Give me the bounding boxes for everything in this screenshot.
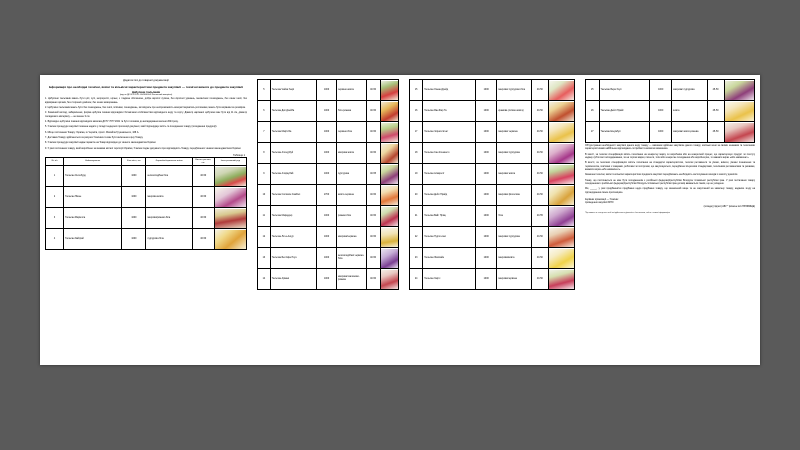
cell-name: Тюльпан Пурпл-сані [423,227,476,248]
header-qty: Кіль-кість, шт. [122,157,146,166]
column-three [404,75,580,365]
cell-index: 20 [410,185,423,206]
cell-name: Тюльпан Вайт Прінц [423,206,476,227]
cell-qty: 1000 [650,101,672,122]
cell-image [724,101,754,122]
note-paragraph-1: Обґрунтування необхідності закупівлі даного виду товару — замовник здійснює закупівлю даного товару, оскільки вони за своїми ознаками та технічними характеристиками найбільше відповідають потребам та вимогам замовника. [585,145,755,151]
tulip-photo [549,81,574,100]
cell-index: 5 [258,80,271,101]
table-row [586,122,755,143]
cell-index: 12 [258,227,271,248]
cell-index: 14 [258,269,271,290]
cell-height: 40-50 [532,164,549,185]
cell-desc: махрова жовта [336,143,366,164]
note-paragraph-4: Зазначені технічні, якісні та кількісні характеристики предмета закупівлі передбачають необхідність застосування заходів із захисту довкілля. [585,174,738,177]
tulip-table-part-2 [257,79,399,290]
table-row [410,248,575,269]
cell-height: 40-55 [532,206,549,227]
cell-image [548,122,574,143]
paragraph-1: 1. Цибулини тюльпанів мають бути цілі, сухі, непророслі, щільні, з гладкою оболонкою, добре вкритої лускою, без скритної уражень, механічних пошкоджень, без ознак гнилі, без відмирання органів, без сторонніх домішок, без ознак захворювань. [45,98,247,104]
cell-name: Тюльпан Дейлі Прайс [599,101,650,122]
cell-height: 40-50 [366,269,380,290]
column-two [252,75,404,365]
cell-qty: 1000 [122,187,146,208]
table-row [586,80,755,101]
cell-name: Тюльпан Мар'я Ба [270,122,317,143]
cell-index: 1 [46,166,64,187]
tulip-table-part-4 [585,79,755,143]
cell-index: 3 [46,208,64,229]
cell-image [380,143,398,164]
header-index: № з/п [46,157,64,166]
cell-desc: крамова (лілово-жовта) [497,101,532,122]
cell-qty: 1000 [122,208,146,229]
cell-desc: келихоподібна/ червоно-біла [336,248,366,269]
cell-desc: махрова/ пурпурова [497,143,532,164]
note-paragraph-3: В якості, за технічних специфікаціях місять посилання на стандартні характеристики, технічні регламенти та умови, вимоги, умовні позначення та термінологію, пов'язані з товарами, роботами чи послугами, що закуповуються, передбачені існуючими стандартами, технічними регламентами та умовами, вважати вираз «або еквівалент». [585,162,755,171]
cell-height: 45-50 [707,80,724,101]
cell-height: 40-50 [532,101,549,122]
tulip-photo [549,165,574,184]
cell-name: Тюльпан Дип Дзейба [270,101,317,122]
cell-name: Тюльпан Лімосайн [423,248,476,269]
document-subtitle: Цибулини тюльпанів [131,91,161,95]
table-row [410,122,575,143]
cell-name: Тюльпан Марієлла [64,208,122,229]
cell-height: 40-50 [532,227,549,248]
cell-qty: 1000 [317,269,337,290]
note-paragraph-2: В якості, за технічні специфікація місять посилання на конкретну марку чи виробника або на конкретний процес, що характеризує продукт чи послугу надану суб'єктом господарювання, чи на торгові марки, патенти, типи або конкретне походження або виробництво, то вважати вираз «або еквівалент». [585,153,755,159]
cell-image [214,229,246,250]
paragraph-6: 6. Місце постачання Товару: Україна, м. Чернігів, просп. Михайла Грушевського, 168 А. [45,131,140,134]
cell-name: Тюльпан Чайка Генрі [270,80,317,101]
cell-name: Тюльпан Сінтебурд [64,166,122,187]
table-row [410,101,575,122]
tulip-table-part-3 [409,79,575,290]
signature-subtitle: проведення закупівлі МПО [585,202,614,205]
signature-title: Керівник організації — Учасник [585,198,619,201]
signature-block [585,199,755,209]
cell-name: Тюльпан Сан Клементо [423,143,476,164]
table-row [410,269,575,290]
cell-desc: махрова/ пурпурова [497,227,532,248]
cell-name: Тюльпан Аплеурбуй [270,143,317,164]
table-row [258,248,399,269]
table-row [258,206,399,227]
cell-qty: 1000 [122,229,146,250]
cell-desc: рожево-біла [336,206,366,227]
cell-qty: 1000 [317,122,337,143]
cell-image [214,187,246,208]
header-image: Ілюстративний ряд [214,157,246,166]
tulip-photo [381,81,398,100]
table-row [46,208,247,229]
tulip-photo [381,207,398,226]
cell-name: Тюльпан Алаврегіт [423,164,476,185]
tulip-photo [215,230,246,249]
cell-desc: жовто-червона [336,185,366,206]
tulip-photo [549,186,574,205]
cell-height: 40-50 [532,122,549,143]
footnote: *Ця вимога не стосується осіб які здійснюють діяльність без печатки, себто з такою інформацією [585,212,671,215]
cell-image [214,166,246,187]
cell-name: Тюльпан Чорнич Е'ент [423,122,476,143]
cell-image [724,122,754,143]
table-row [410,164,575,185]
cell-name: Тюльпан Аляраубай [270,164,317,185]
cell-index: 16 [410,101,423,122]
cell-desc: махрова/рожево-біла [146,208,192,229]
tulip-photo [549,144,574,163]
table-row [46,187,247,208]
cell-qty: 1000 [650,122,672,143]
cell-name: Тюльпан Зайграй [64,229,122,250]
cell-qty: 1000 [317,80,337,101]
cell-index: 4 [46,229,64,250]
cell-desc: махрова/червона [336,227,366,248]
cell-image [380,185,398,206]
cell-index: 23 [410,248,423,269]
tulip-photo [725,123,754,142]
table-row [258,227,399,248]
cell-desc: махрова/ фіолетова [497,185,532,206]
cell-height: 40-50 [532,248,549,269]
cell-index: 15 [410,80,423,101]
cell-height: 40-50 [366,185,380,206]
cell-name: Тюльпан Хартс [423,269,476,290]
cell-index: 19 [410,164,423,185]
table-caption: Таблиця 1 [233,153,245,157]
table-row [410,206,575,227]
paragraph-5: 5. Учасник процедури закупівлі повинен надати у складі тендерної пропозиції документ, який підтверджує якість та походження товару (походження продукції). [45,126,218,129]
tulip-photo [549,270,574,289]
cell-desc: махрова/ жовто-рожева [672,122,707,143]
footer-consent: Ми, _____, у разі придбання/чи придбання щодо придбання товару, що зазначений вище та не закуплений на заявлену товару, надаємо згоду на підтвердження своєю пропозицією. [585,188,755,194]
table-row [258,185,399,206]
cell-name: Тюльпан Ліс-а-Ангур [270,227,317,248]
column-left [40,75,252,365]
cell-desc: біла [497,206,532,227]
table-row [410,80,575,101]
cell-qty: 1000 [122,166,146,187]
cell-height: 40-50 [366,227,380,248]
cell-qty: 1000 [475,143,496,164]
cell-image [380,164,398,185]
cell-index: 24 [410,269,423,290]
cell-desc: червоно-біла [336,122,366,143]
paragraph-3: 3. Зовнішній вигляд, забарвлення, форма цибулин повинні відповідати ботанічним особливостям відповідного виду та сорту. Діаметр нарізаної цибулини має бути від 11 см, діаметр посадкового матеріалу — не менше 3 см. [45,112,247,118]
cell-qty: 1000 [317,164,337,185]
cell-index: 18 [410,143,423,164]
cell-height: 40-50 [532,269,549,290]
paragraph-8: 8. Учасник процедури закупівлі надає гарантію на Товар відповідно до чинного законодавства України. [45,142,157,145]
page-columns [40,75,760,365]
cell-desc: келихоподібна біла [146,166,192,187]
paragraph-2: 2. Цибулини тюльпанів мають бути без пошкоджень, без гнилі, плісняви, пошкоджень, які свідчать про неспроможність використовуватись рослинами, мають бути вирівняні за розміром. [45,106,246,109]
cell-desc: махрова/ червона [497,122,532,143]
tulip-photo [725,81,754,100]
cell-image [214,208,246,229]
cell-qty: 1000 [650,80,672,101]
cell-height: 40-50 [532,80,549,101]
tulip-photo [215,167,246,186]
cell-desc: махрова жовта [146,187,192,208]
cell-desc: біло-рожева [336,101,366,122]
tulip-photo [381,186,398,205]
cell-height: 45-50 [707,122,724,143]
cell-name: Тюльпан Океан Дрейд [423,80,476,101]
paragraph-9: 9. У разі постачання товару, який вироблено за межами митної території України, Учасник подає документи про відповідність Товару, передбачених чинним законодавством України. [45,147,242,150]
cell-image [380,101,398,122]
cell-image [380,248,398,269]
cell-index: 21 [410,206,423,227]
cell-height: 40-55 [366,164,380,185]
cell-index: 11 [258,206,271,227]
cell-desc: махрова/ пурпурово-біла [497,80,532,101]
cell-index: 9 [258,164,271,185]
tulip-photo [215,209,246,228]
cell-qty: 1000 [317,143,337,164]
cell-height: 40-50 [532,143,549,164]
header-desc: Форма/забарвлення квітки [146,157,192,166]
cell-image [548,269,574,290]
table-row [258,101,399,122]
cell-desc: пурпурово-біла [146,229,192,250]
table-row [410,185,575,206]
table-row [410,227,575,248]
table-row [258,122,399,143]
document-title: Інформація про необхідні технічні, якісні та кількісні характеристики предмета закупівлі — технічні вимоги до предмета закупівлі [48,84,244,89]
cell-height: 40-50 [366,248,380,269]
cell-desc: жовта [672,101,707,122]
note-paragraph-5: Товар, що постачається не має бути походженням з російської федерації/республіки Білорусь/ ісламської республіки іран. У разі постачання товару походженням з російської федерації/республіки Білорусь/ ісламської республіки іран договір вважається таким, що не укладено. [585,179,755,185]
column-right [580,75,760,365]
cell-index: 10 [258,185,271,206]
cell-name: Тюльпан Бел Ефе Роуз [270,248,317,269]
cell-image [380,227,398,248]
cell-name: Тюльпан Вера Хоуп [599,80,650,101]
tulip-photo [381,102,398,121]
cell-index: 6 [258,101,271,122]
cell-height: 40-50 [192,229,214,250]
cell-qty: 1000 [475,101,496,122]
header-name: Найменування [64,157,122,166]
table-row [258,143,399,164]
tulip-photo [381,228,398,247]
cell-index: 8 [258,143,271,164]
tulip-photo [549,228,574,247]
tulip-photo [381,144,398,163]
cell-image [380,269,398,290]
cell-desc: махрова/ пурпурова [672,80,707,101]
cell-qty: 1000 [475,269,496,290]
cell-image [548,143,574,164]
tulip-photo [381,165,398,184]
cell-qty: 1000 [475,80,496,101]
tulip-photo [549,102,574,121]
cell-index: 27 [586,122,600,143]
cell-height: 40-50 [192,166,214,187]
table-row [258,269,399,290]
tulip-photo [725,102,754,121]
document-code: (код за ДК 021:2015 -03410000-8 Рослинний матеріал) [119,94,173,97]
cell-qty: 1000 [475,185,496,206]
cell-image [548,80,574,101]
tulip-photo [381,123,398,142]
paragraph-7: 7. Доставка Товару здійснюється за рахунок Учасника та має бути включена в ціну Товару. [45,136,144,139]
tulip-photo [381,270,398,289]
cell-image [380,122,398,143]
cell-image [548,227,574,248]
cell-name: Тюльпан Фан Фар Та [423,101,476,122]
tulip-table-part-1 [45,157,247,251]
cell-name: Тюльпан Армані [270,269,317,290]
cell-index: 7 [258,122,271,143]
cell-name: Тюльпан Дейл Прайд [423,185,476,206]
paragraph-4: 4. Відповідно цибулини повинні відповідати вимогам ДСТУ 7077:2021 та бути готовими до висаджування восени 2024 року. [45,120,179,123]
cell-height: 40-50 [192,208,214,229]
cell-name: Тюльпан Мараудер [270,206,317,227]
cell-desc: махрова/червона [497,269,532,290]
cell-image [548,101,574,122]
cell-desc: махрова/жовта [497,248,532,269]
cell-height: 40-50 [366,122,380,143]
cell-index: 13 [258,248,271,269]
cell-name: Тюльпан Есеумбул [599,122,650,143]
cell-height: 40-50 [366,101,380,122]
cell-height: 40-50 [366,206,380,227]
cell-image [548,248,574,269]
cell-qty: 1000 [317,101,337,122]
cell-desc: червоно-жовта [336,80,366,101]
cell-height: 40-50 [366,143,380,164]
table-row [46,229,247,250]
tulip-photo [381,249,398,268]
cell-image [548,185,574,206]
cell-index: 26 [586,101,600,122]
table-row [258,80,399,101]
cell-height: 40-50 [192,187,214,208]
cell-qty: 1000 [317,227,337,248]
cell-qty: 1000 [475,206,496,227]
cell-qty: 2700 [317,185,337,206]
cell-index: 22 [410,227,423,248]
cell-image [724,80,754,101]
cell-qty: 1000 [317,206,337,227]
table-row [258,164,399,185]
cell-height: 40-50 [532,185,549,206]
signature-fields: (посада) (підпис) АБУ * (власне ім'я ПРІЗВИЩЕ) [703,205,755,208]
cell-image [380,206,398,227]
cell-image [548,206,574,227]
cell-qty: 1000 [475,122,496,143]
cell-index: 2 [46,187,64,208]
cell-desc: пурпурова [336,164,366,185]
cell-qty: 1000 [475,164,496,185]
cell-qty: 1000 [475,248,496,269]
cell-name: Тюльпан Соломон Самбел [270,185,317,206]
table-row [46,166,247,187]
table-header-row [46,157,247,166]
cell-qty: 1000 [317,248,337,269]
tulip-photo [549,249,574,268]
cell-image [548,164,574,185]
document-page [40,75,760,365]
cell-desc: махрова/ малиново-рожева [336,269,366,290]
cell-height: 40-50 [366,80,380,101]
cell-height: 45-50 [707,101,724,122]
cell-index: 25 [586,80,600,101]
header-height: Висота рослин, см. [192,157,214,166]
cell-index: 17 [410,122,423,143]
tulip-photo [215,188,246,207]
table-row [410,143,575,164]
tulip-photo [549,207,574,226]
cell-name: Тюльпан Ніжне [64,187,122,208]
tulip-photo [549,123,574,142]
cell-desc: махрова/ жовта [497,164,532,185]
cell-qty: 1000 [475,227,496,248]
cell-image [380,80,398,101]
annex-label: Додаток №1 до товарної документації [123,79,169,82]
table-row [586,101,755,122]
